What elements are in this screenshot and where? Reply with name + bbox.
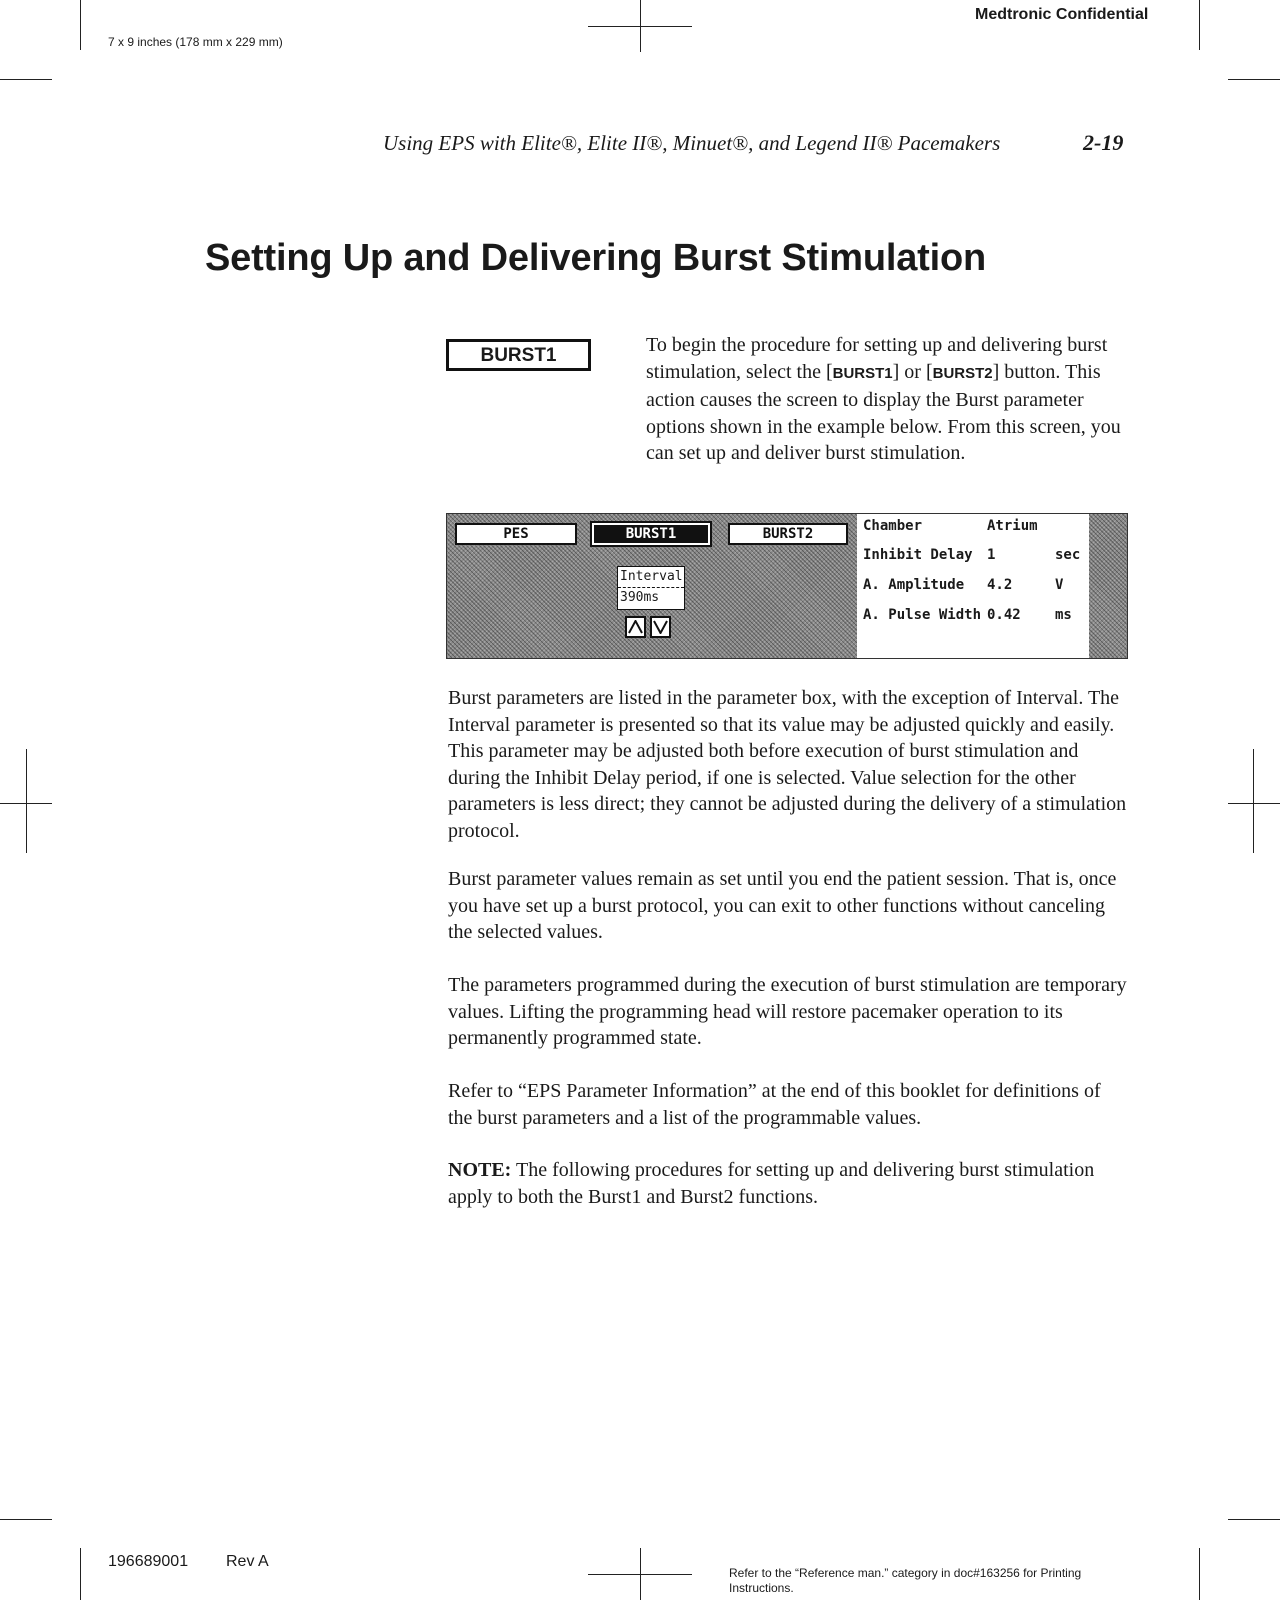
- increase-arrow-icon: [625, 616, 646, 638]
- parameter-unit: V: [1055, 577, 1064, 593]
- parameter-value: 4.2: [987, 577, 1013, 593]
- burst1-reference: BURST1: [832, 364, 893, 382]
- body-paragraph: Burst parameter values remain as set until you end the patient session. That is, once you have set up a burst protocol, you can exit to other functions without canceling the selected values.: [448, 868, 1117, 943]
- crop-mark: [80, 0, 81, 50]
- crop-mark: [80, 1548, 81, 1600]
- page-title: Setting Up and Delivering Burst Stimulation: [205, 237, 987, 279]
- intro-text: ] or [: [892, 360, 933, 383]
- trim-size-label: 7 x 9 inches (178 mm x 229 mm): [108, 35, 283, 49]
- crop-mark: [0, 1519, 52, 1520]
- crop-mark: [0, 79, 52, 80]
- parameter-name: Inhibit Delay: [863, 547, 973, 563]
- interval-box: [617, 566, 685, 610]
- parameter-box: [857, 514, 1089, 658]
- parameter-name: A. Amplitude: [863, 577, 965, 593]
- note-paragraph: [448, 1157, 1128, 1210]
- burst2-reference: BURST2: [932, 364, 993, 382]
- registration-mark: [640, 1548, 641, 1600]
- burst-screen-illustration: [446, 513, 1128, 659]
- registration-mark: [1253, 749, 1254, 853]
- parameter-value: 1: [987, 547, 996, 563]
- tab-burst2: BURST2: [728, 523, 848, 545]
- parameter-name: A. Pulse Width: [863, 607, 982, 623]
- intro-text: To begin the procedure for setting up and delivering burst stimulation, select the [: [646, 334, 1108, 383]
- note-text: The following procedures for setting up and delivering burst stimulation apply to both the Burst1 and Burst2 functions.: [448, 1159, 1095, 1208]
- running-header: Using EPS with Elite®, Elite II®, Minuet®, and Legend II® Pacemakers: [383, 131, 1001, 155]
- parameter-unit: sec: [1055, 547, 1081, 563]
- registration-mark: [26, 749, 27, 853]
- body-paragraph: Refer to “EPS Parameter Information” at the end of this booklet for definitions of the burst parameters and a list of the programmable values.: [448, 1080, 1101, 1129]
- crop-mark: [1228, 1519, 1280, 1520]
- crop-mark: [1199, 1548, 1200, 1600]
- registration-mark: [640, 0, 641, 52]
- document-number: 196689001: [108, 1553, 189, 1570]
- body-paragraph: Burst parameters are listed in the parameter box, with the exception of Interval. The Interval parameter is presented so that its value may be adjusted quickly and easily. This parameter may be adjusted both before execution of burst stimulation and during the Inhibit Delay period, if one is selected. Value selection for the other parameters is less direct; they cannot be adjusted during the delivery of a stimulation protocol.: [448, 687, 1127, 842]
- parameter-value: Atrium: [987, 518, 1038, 534]
- page-number: 2-19: [1083, 130, 1124, 155]
- tab-pes: PES: [455, 523, 577, 545]
- parameter-value: 0.42: [987, 607, 1021, 623]
- decrease-arrow-icon: [650, 616, 671, 638]
- confidential-label: Medtronic Confidential: [975, 6, 1149, 23]
- intro-text: ] button. This action causes the screen to display the Burst parameter options shown in the example below. From this screen, you can set up and deliver burst stimulation.: [646, 360, 1121, 464]
- body-paragraph: The parameters programmed during the execution of burst stimulation are temporary values. Lifting the programming head will restore pacemaker operation to its permanently programmed state.: [448, 974, 1127, 1049]
- crop-mark: [1199, 0, 1200, 50]
- parameter-name: Chamber: [863, 518, 923, 534]
- note-label: NOTE:: [448, 1159, 512, 1181]
- intro-paragraph: [646, 332, 1121, 467]
- burst1-button-illustration: BURST1: [446, 339, 591, 371]
- tab-burst1: BURST1: [592, 523, 710, 545]
- registration-mark: [1228, 803, 1280, 804]
- parameter-unit: ms: [1055, 607, 1072, 623]
- printing-note: Refer to the “Reference man.” category in doc#163256 for Printing Instructions.: [729, 1566, 1082, 1595]
- crop-mark: [1228, 79, 1280, 80]
- revision-label: Rev A: [226, 1553, 269, 1570]
- interval-label: Interval: [618, 567, 684, 588]
- interval-value: 390ms: [620, 590, 660, 605]
